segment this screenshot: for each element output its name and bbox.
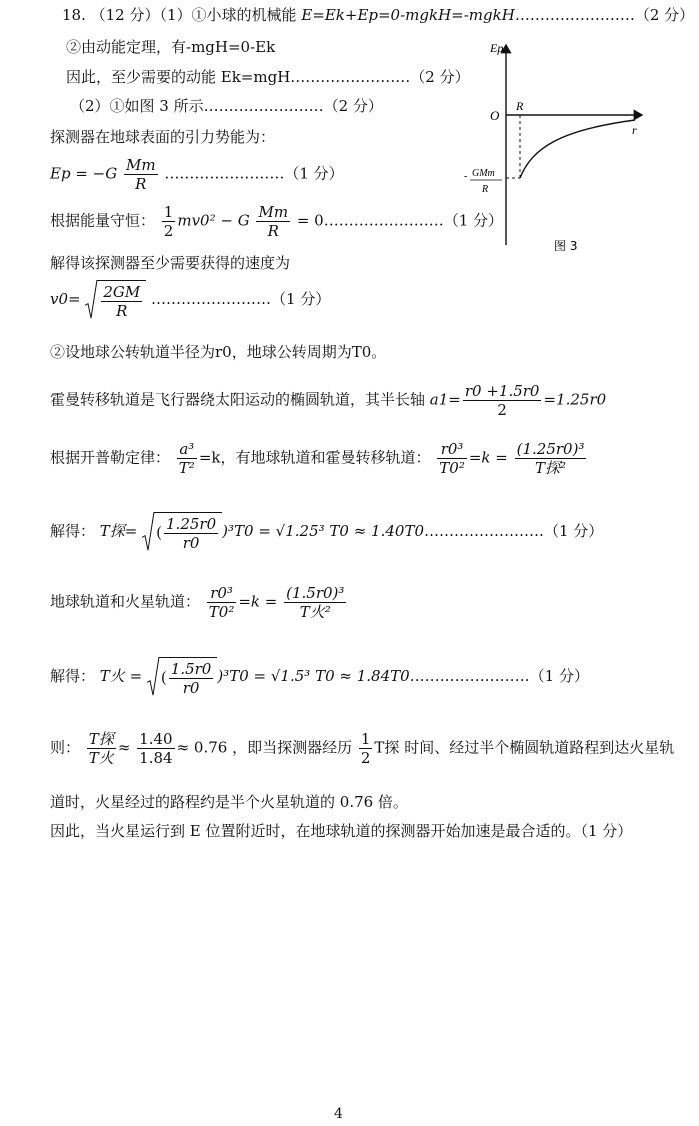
- kepler-line: [50, 440, 588, 477]
- fraction-num: 1: [360, 730, 371, 748]
- minus-sign: -: [464, 171, 468, 182]
- dot-leader: ……………………: [290, 68, 411, 86]
- orbit-assumption: ②设地球公转轨道半径为r0，地球公转周期为T0。: [50, 343, 387, 361]
- fraction-earth-orbit: [437, 440, 467, 477]
- fraction-num: 2GM: [103, 283, 141, 301]
- dot-leader: ……………………: [514, 6, 635, 24]
- mars-period-line: [50, 657, 589, 697]
- fraction-num: a³: [177, 440, 197, 459]
- kepler-text: 根据开普勒定律：: [50, 448, 171, 467]
- fraction-num: Mm: [258, 203, 289, 221]
- equals-k: =k =: [468, 448, 508, 467]
- fraction-den: 1.84: [139, 749, 173, 767]
- fraction-den: R: [116, 302, 128, 320]
- solve-label: 解得：: [50, 667, 96, 685]
- fraction-den: T²: [178, 459, 195, 477]
- formula-lhs: T火 =: [99, 667, 143, 685]
- problem-number: 18.: [62, 6, 86, 24]
- solve-speed-intro: 解得该探测器至少需要获得的速度为: [50, 254, 291, 272]
- fraction-den: T0²: [439, 459, 465, 477]
- min-kinetic-energy-text: 因此，至少需要的动能 Ek=mgH: [66, 68, 291, 86]
- score-text: （12 分）（1）①小球的机械能: [90, 6, 302, 24]
- ratio-result: ≈ 0.76 ，即当探测器经历: [176, 738, 353, 757]
- solve-label: 解得：: [50, 522, 96, 540]
- fraction-a3-over-t2: [177, 440, 197, 477]
- fraction-num: Mm: [126, 156, 156, 174]
- transfer-period-line: [50, 512, 603, 552]
- figure-reference-text: （2）①如图 3 所示: [70, 97, 204, 115]
- dot-leader: ……………………: [203, 97, 324, 115]
- earth-mars-line: [50, 584, 348, 621]
- fraction-num: 1: [163, 203, 174, 221]
- fraction-den: R: [135, 175, 147, 193]
- energy-conservation-line: [50, 203, 503, 240]
- potential-curve: [520, 120, 635, 178]
- fraction-den: 2: [163, 222, 174, 240]
- fraction-den: T火²: [299, 603, 331, 621]
- figure-3-potential-energy-graph: [464, 40, 650, 265]
- gmm-numerator: GMm: [472, 168, 495, 179]
- points: （1 分）: [544, 522, 604, 540]
- figure-caption: 图 3: [554, 239, 578, 253]
- formula-rhs: )³T0 = √1.5³ T0 ≈ 1.84T0: [217, 667, 410, 685]
- figure-reference-line: [70, 99, 383, 114]
- fraction-period-ratio: [87, 730, 116, 767]
- formula-lhs: v0=: [50, 290, 81, 308]
- radical-sign: [147, 657, 159, 697]
- page-number: 4: [334, 1106, 343, 1122]
- formula-rhs: = 0: [296, 211, 324, 230]
- fraction-den: 2: [360, 749, 371, 767]
- fraction-numeric-ratio: [137, 730, 174, 767]
- dot-leader: ……………………: [323, 211, 444, 230]
- fraction-num: (1.5r0)³: [286, 584, 345, 602]
- fraction-num: r0 +1.5r0: [464, 382, 540, 400]
- dot-leader: ……………………: [409, 667, 530, 685]
- formula-rhs: =1.25r0: [543, 390, 607, 409]
- fraction-den: r0: [182, 679, 200, 697]
- points: （1 分）: [443, 211, 504, 230]
- dot-leader: ……………………: [424, 522, 544, 540]
- fraction-num: r0³: [207, 584, 237, 603]
- formula-rhs: )³T0 = √1.25³ T0 ≈ 1.40T0: [222, 522, 424, 540]
- sqrt-expression: [85, 280, 146, 320]
- fraction-mm-over-r: [124, 156, 158, 193]
- formula-lhs: T探=: [99, 522, 138, 540]
- fraction-den: r0: [182, 534, 200, 552]
- sqrt-expression: ( $\frac{1.25r0}{r0}$: [142, 512, 222, 552]
- approx-sign: ≈: [117, 738, 131, 757]
- points: （2 分）: [410, 68, 470, 86]
- kinetic-energy-theorem: ②由动能定理，有-mgH=0-Ek: [66, 38, 276, 56]
- fraction-den: T火: [88, 749, 114, 767]
- ratio-tail: T探 时间、经过半个椭圆轨道路程到达火星轨: [374, 738, 675, 757]
- fraction-earth-orbit: [207, 584, 237, 621]
- hohmann-axis-line: [50, 382, 606, 419]
- points: （2 分）: [634, 6, 695, 24]
- fraction-num: T探: [88, 730, 114, 748]
- y-axis-label: Ep: [490, 41, 504, 55]
- fraction-num: r0³: [437, 440, 467, 459]
- points: （1 分）: [284, 164, 344, 183]
- fraction-transfer-orbit: [515, 440, 587, 477]
- energy-conservation-text: 根据能量守恒：: [50, 211, 156, 230]
- fraction-num: 1.40: [139, 730, 173, 748]
- r-label: R: [516, 99, 524, 113]
- radical-sign: [142, 512, 154, 552]
- fraction-mm-over-r: [256, 203, 290, 240]
- gmm-denominator: R: [482, 184, 489, 195]
- fraction-ratio: [169, 660, 214, 697]
- fraction-num: (1.25r0)³: [516, 440, 585, 458]
- points: （1 分）: [529, 667, 589, 685]
- radical-sign: [85, 280, 97, 320]
- sqrt-expression: ( $\frac{1.5r0}{r0}$: [147, 657, 217, 697]
- kepler-mid-text: =k，有地球轨道和霍曼转移轨道：: [198, 448, 431, 467]
- escape-speed-formula: [50, 280, 330, 320]
- points: （1 分）: [271, 290, 331, 308]
- min-kinetic-energy-line: [66, 70, 470, 85]
- fraction-den: R: [267, 222, 279, 240]
- fraction-2gm-over-r: [101, 283, 142, 320]
- mars-path-statement: 道时，火星经过的路程约是半个火星轨道的 0.76 倍。: [50, 793, 408, 811]
- potential-energy-intro: 探测器在地球表面的引力势能为：: [50, 128, 276, 146]
- origin-label: O: [490, 108, 500, 123]
- dot-leader: ……………………: [151, 290, 272, 308]
- energy-formula: E=Ek+Ep=0-mgkH=-mgkH: [301, 6, 515, 24]
- equals-k: =k =: [238, 592, 278, 611]
- earth-mars-text: 地球轨道和火星轨道：: [50, 592, 201, 611]
- problem-18-line-1: [62, 8, 694, 23]
- fraction-mars-orbit: [284, 584, 346, 621]
- formula-lhs: a1=: [429, 390, 461, 409]
- fraction-den: 2: [497, 401, 507, 419]
- fraction-half: [359, 730, 373, 767]
- then-label: 则：: [50, 738, 81, 757]
- ratio-line: [50, 730, 674, 767]
- points: （2 分）: [323, 97, 383, 115]
- fraction-den: T0²: [208, 603, 235, 621]
- fraction-den: T探²: [535, 459, 567, 477]
- formula-mid: mv0² − G: [177, 211, 250, 230]
- formula-lhs: Ep = −G: [50, 164, 118, 183]
- x-axis-label: r: [632, 123, 637, 137]
- fraction-num: 1.5r0: [170, 660, 212, 678]
- dot-leader: ……………………: [164, 164, 285, 183]
- fraction-semi-major-axis: [463, 382, 542, 419]
- conclusion-statement: 因此，当火星运行到 E 位置附近时，在地球轨道的探测器开始加速是最合适的。（1 分）: [50, 822, 633, 840]
- fraction-ratio: [164, 515, 218, 552]
- potential-energy-formula: [50, 156, 344, 193]
- fraction-half: [162, 203, 176, 240]
- fraction-num: 1.25r0: [166, 515, 217, 533]
- hohmann-text: 霍曼转移轨道是飞行器绕太阳运动的椭圆轨道，其半长轴: [50, 390, 426, 409]
